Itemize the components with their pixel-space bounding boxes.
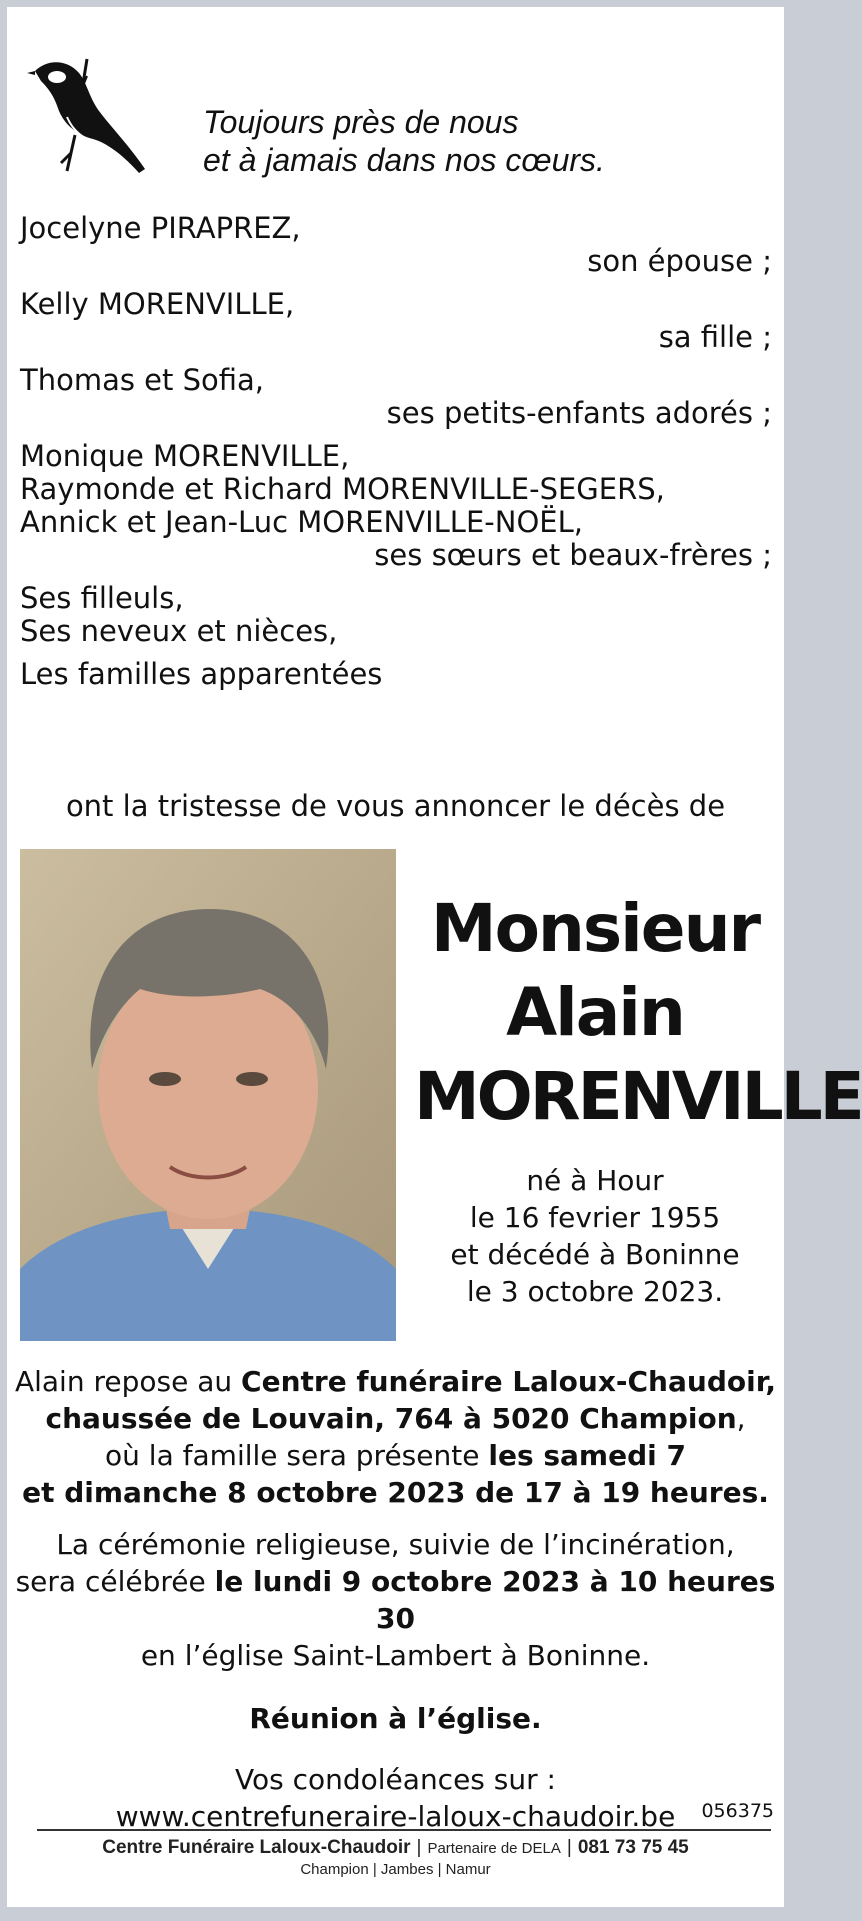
- deceased-last-name: MORENVILLE: [414, 1058, 862, 1135]
- footer-company: Centre Funéraire Laloux-Chaudoir: [102, 1837, 411, 1858]
- sibling-line: Annick et Jean-Luc MORENVILLE-NOËL,: [20, 505, 583, 539]
- life-dates: [414, 1162, 776, 1310]
- condolences-block: [7, 1761, 784, 1835]
- visitation-text: Alain repose au: [14, 1365, 242, 1398]
- bird-icon: [27, 51, 157, 191]
- footer-phone: 081 73 75 45: [577, 1837, 689, 1858]
- funeral-home-name: Centre funéraire Laloux-Chaudoir,: [241, 1365, 777, 1398]
- nephews-line: Ses neveux et nièces,: [20, 614, 338, 648]
- death-place: et décédé à Boninne: [450, 1238, 740, 1271]
- footer-separator: |: [416, 1837, 422, 1858]
- visitation-line-2: [7, 1400, 784, 1437]
- condolences-label: Vos condoléances sur :: [235, 1763, 556, 1796]
- grandchildren-role: ses petits-enfants adorés ;: [386, 396, 772, 430]
- reunion-text: Réunion à l’église.: [249, 1702, 542, 1735]
- footer-partner: Partenaire de DELA: [427, 1840, 561, 1857]
- birth-place: né à Hour: [526, 1164, 664, 1197]
- deceased-first-name: Alain: [506, 974, 684, 1051]
- reunion-note: [7, 1700, 784, 1737]
- ceremony-line-2: [7, 1563, 784, 1637]
- ceremony-text: sera célébrée: [15, 1565, 215, 1598]
- deceased-name: [414, 887, 862, 1139]
- footer-line-1: [7, 1837, 784, 1859]
- daughter-role: sa fille ;: [658, 320, 772, 354]
- visitation-line-4: [7, 1474, 784, 1511]
- visitation-comma: ,: [736, 1402, 746, 1435]
- relatives-line: Les familles apparentées: [20, 657, 383, 691]
- ceremony-date: le lundi 9 octobre 2023 à 10 heures 30: [214, 1565, 776, 1635]
- visitation-block: [7, 1363, 784, 1511]
- visitation-line-1: [7, 1363, 784, 1400]
- sibling-line: Monique MORENVILLE,: [20, 439, 350, 473]
- ceremony-block: [7, 1526, 784, 1674]
- motto-line-1: Toujours près de nous: [203, 104, 519, 140]
- spouse-name: Jocelyne PIRAPREZ,: [20, 211, 301, 245]
- funeral-home-address: chaussée de Louvain, 764 à 5020 Champion: [45, 1402, 737, 1435]
- announcement: ont la tristesse de vous annoncer le décès de: [65, 789, 726, 823]
- reference-number: 056375: [701, 1800, 774, 1822]
- visitation-days: les samedi 7: [488, 1439, 686, 1472]
- portrait-photo: [20, 849, 396, 1341]
- visitation-hours: et dimanche 8 octobre 2023 de 17 à 19 heures.: [22, 1476, 769, 1509]
- family-list: [20, 212, 772, 691]
- spouse-role: son épouse ;: [587, 244, 772, 278]
- ceremony-line-3: en l’église Saint-Lambert à Boninne.: [140, 1639, 651, 1672]
- visitation-text: où la famille sera présente: [105, 1439, 489, 1472]
- godchildren-line: Ses filleuls,: [20, 581, 184, 615]
- footer: [7, 1837, 784, 1878]
- service-details: [7, 1363, 784, 1835]
- visitation-line-3: [7, 1437, 784, 1474]
- condolences-url[interactable]: www.centrefuneraire-laloux-chaudoir.be: [115, 1800, 676, 1833]
- footer-separator: |: [566, 1837, 572, 1858]
- daughter-name: Kelly MORENVILLE,: [20, 287, 295, 321]
- birth-date: le 16 fevrier 1955: [469, 1201, 721, 1234]
- footer-divider: [37, 1829, 771, 1831]
- death-date: le 3 octobre 2023.: [466, 1275, 724, 1308]
- obituary-notice: [7, 7, 862, 1907]
- sibling-line: Raymonde et Richard MORENVILLE-SEGERS,: [20, 472, 665, 506]
- motto: [203, 103, 605, 179]
- siblings-role: ses sœurs et beaux-frères ;: [374, 538, 772, 572]
- motto-line-2: et à jamais dans nos cœurs.: [203, 142, 605, 178]
- deceased-title: Monsieur: [430, 890, 760, 967]
- grandchildren-names: Thomas et Sofia,: [20, 363, 265, 397]
- footer-locations: Champion | Jambes | Namur: [300, 1861, 491, 1878]
- ceremony-line-1: La cérémonie religieuse, suivie de l’incinération,: [56, 1528, 735, 1561]
